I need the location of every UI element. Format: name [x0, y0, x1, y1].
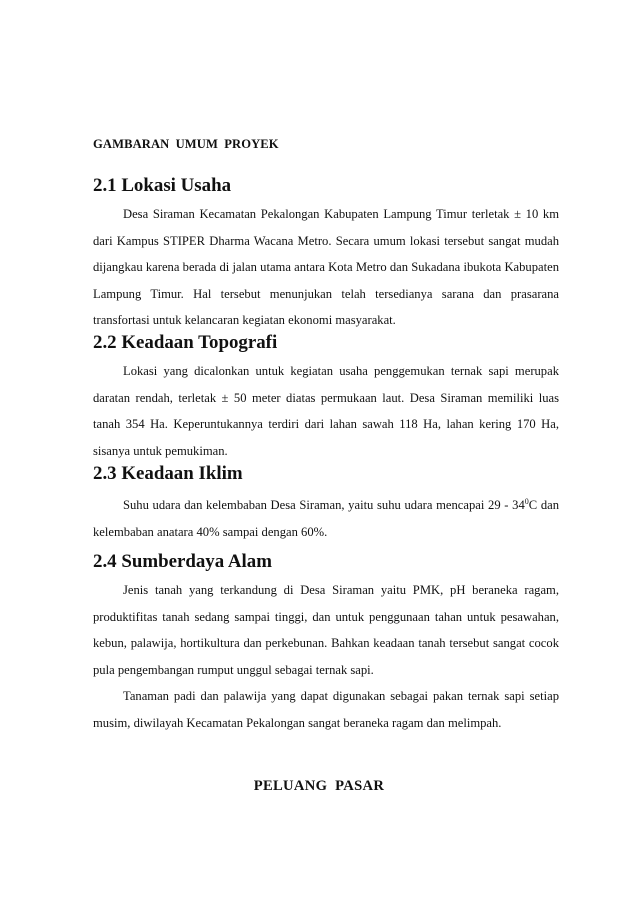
section-keadaan-iklim — [93, 465, 559, 545]
section-paragraph: Jenis tanah yang terkandung di Desa Siraman yaitu PMK, pH beraneka ragam, produktifitas tanah sedang sampai tinggi, dan untuk penggunaan tahan untuk pesawahan, kebun, palawija, hortikultura dan perkebunan. Bahkan keadaan tanah tersebut sangat cocok pula pengembangan rumput unggul sebagai ternak sapi. — [93, 583, 559, 677]
paragraph-text: C dan kelembaban anatara 40% sampai dengan 60%. — [93, 498, 559, 539]
section-heading: 2.2 Keadaan Topografi — [93, 332, 278, 353]
paragraph-text: Suhu udara dan kelembaban Desa Siraman, yaitu suhu udara mencapai 29 - 34 — [123, 498, 525, 513]
section-heading: 2.3 Keadaan Iklim — [93, 463, 243, 484]
section-paragraph: Desa Siraman Kecamatan Pekalongan Kabupaten Lampung Timur terletak ± 10 km dari Kampus STIPER Dharma Wacana Metro. Secara umum lokasi tersebut sangat mudah dijangkau karena berada di jalan utama antara Kota Metro dan Sukadana ibukota Kabupaten Lampung Timur. Hal tersebut menunjukan telah tersedianya sarana dan prasarana transfortasi untuk kelancaran kegiatan ekonomi masyarakat. — [93, 207, 559, 327]
section-keadaan-topografi — [93, 334, 559, 464]
superscript-degree: 0 — [524, 497, 529, 506]
section-paragraph: Tanaman padi dan palawija yang dapat digunakan sebagai pakan ternak sapi setiap musim, diwilayah Kecamatan Pekalongan sangat beraneka ragam dan melimpah. — [93, 689, 559, 730]
section-paragraph — [93, 489, 559, 545]
next-chapter-title: PELUANG PASAR — [253, 778, 385, 794]
document-title: GAMBARAN UMUM PROYEK — [93, 137, 279, 151]
section-heading: 2.4 Sumberdaya Alam — [93, 551, 272, 572]
section-paragraph: Lokasi yang dicalonkan untuk kegiatan usaha penggemukan ternak sapi merupak daratan rendah, terletak ± 50 meter diatas permukaan laut. Desa Siraman memiliki luas tanah 354 Ha. Keperuntukannya terdiri dari lahan sawah 118 Ha, lahan kering 170 Ha, sisanya untuk pemukiman. — [93, 364, 559, 458]
section-heading: 2.1 Lokasi Usaha — [93, 175, 232, 196]
section-lokasi-usaha — [93, 177, 559, 334]
section-sumberdaya-alam — [93, 553, 559, 736]
